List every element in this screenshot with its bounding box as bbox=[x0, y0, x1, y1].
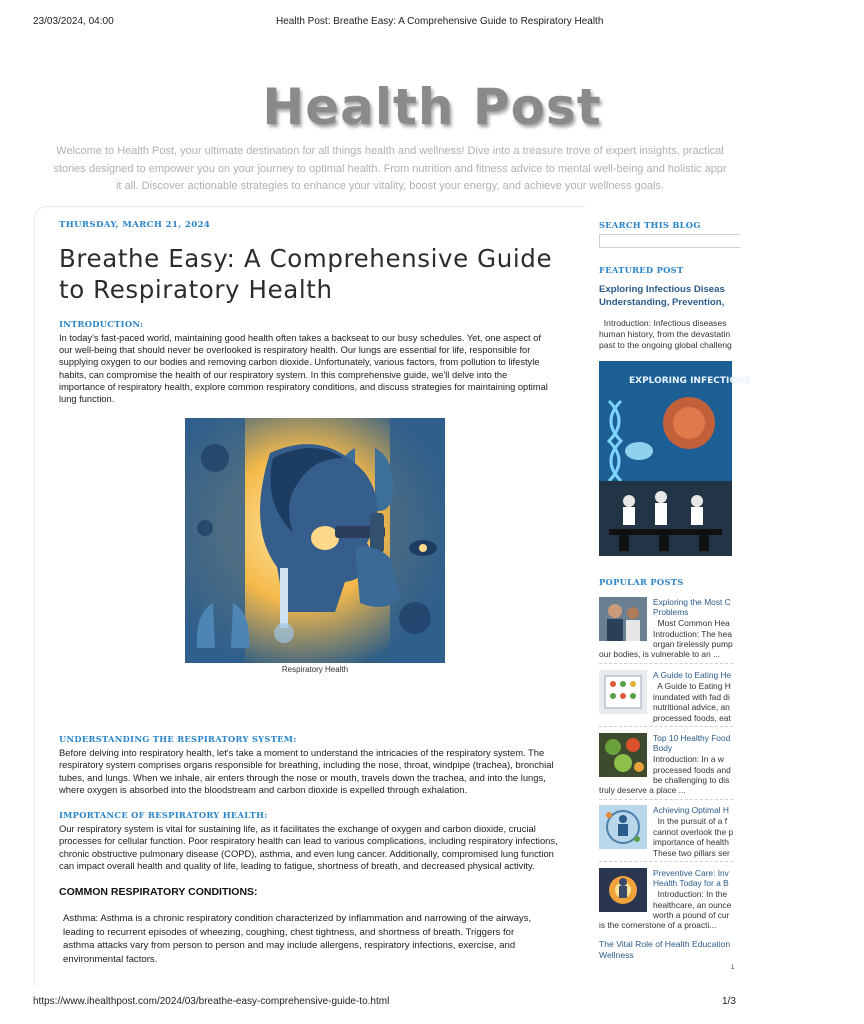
text-line: lung function. bbox=[59, 394, 115, 405]
text-line: Introduction: In a w bbox=[653, 754, 724, 764]
respiratory-illustration bbox=[185, 418, 445, 663]
text-line: Top 10 Healthy Food bbox=[653, 733, 731, 743]
popular-post-snippet-tail: our bodies, is vulnerable to an ... bbox=[599, 649, 721, 659]
page-mark: 1 bbox=[731, 965, 735, 971]
print-url[interactable]: https://www.ihealthpost.com/2024/03/breathe-easy-comprehensive-guide-to.html bbox=[33, 996, 390, 1007]
post-date: THURSDAY, MARCH 21, 2024 bbox=[59, 220, 211, 230]
text-line: chronic obstructive pulmonary disease (COPD), asthma, and even lung cancer. Additionally, compromised lung function bbox=[59, 847, 554, 859]
popular-post-snippet-tail: truly deserve a place ... bbox=[599, 785, 686, 795]
text-line: respiratory system comprises organs responsible for breathing, including the nose, throat, windpipe (trachea), bronchial bbox=[59, 759, 554, 771]
text-line: nutritional advice, an bbox=[653, 702, 730, 712]
respiratory-health-image[interactable] bbox=[185, 418, 445, 663]
print-header bbox=[0, 16, 768, 30]
text-line: worth a pound of cur bbox=[653, 910, 730, 920]
text-line: healthcare, an ounce bbox=[653, 899, 732, 910]
popular-post-title[interactable] bbox=[653, 805, 733, 815]
text-line: where oxygen is absorbed into the bloodstream and carbon dioxide is expelled through exhalation. bbox=[59, 783, 468, 795]
infectious-diseases-illustration bbox=[599, 361, 751, 556]
text-line: In the pursuit of a f bbox=[653, 816, 728, 826]
intro-heading: INTRODUCTION: bbox=[59, 319, 144, 329]
popular-post-title[interactable] bbox=[653, 597, 733, 617]
popular-post[interactable] bbox=[599, 805, 733, 875]
text-line: Before delving into respiratory health, let's take a moment to understand the intricacies of the respiratory system. The bbox=[59, 747, 545, 758]
text-line: can impact overall health and quality of life, leading to fatigue, shortness of breath, and decreased physical activity. bbox=[59, 859, 535, 871]
text-line: Exploring Infectious Diseas bbox=[599, 284, 725, 295]
post-title: Breathe Easy: A Comprehensive Guide to Respiratory Health bbox=[59, 244, 553, 304]
search-input[interactable] bbox=[599, 234, 740, 248]
popular-post-thumbnail bbox=[599, 805, 647, 849]
text-line: processed foods and bbox=[653, 764, 731, 775]
site-title[interactable]: Health Post bbox=[262, 78, 602, 136]
text-line: leading to recurrent episodes of wheezing, coughing, chest tightness, and shortness of breath. Triggers for bbox=[63, 926, 515, 938]
print-page-number: 1/3 bbox=[722, 996, 736, 1007]
text-line: Wellness bbox=[599, 949, 634, 960]
text-line: Asthma: Asthma is a chronic respiratory condition characterized by inflammation and narrowing of the airways, bbox=[63, 913, 532, 924]
text-line: importance of health bbox=[653, 837, 729, 847]
text-line: past to the ongoing global challeng bbox=[599, 340, 732, 350]
popular-post-thumbnail bbox=[599, 670, 647, 714]
text-line: habits, can compromise the health of our respiratory system. In this comprehensive guide, we'll delve into the bbox=[59, 369, 508, 380]
featured-image-text: EXPLORING INFECTIOUS bbox=[629, 376, 751, 386]
popular-post-title[interactable] bbox=[653, 868, 733, 888]
divider bbox=[599, 726, 733, 727]
text-line: Problems bbox=[653, 607, 689, 617]
text-line: A Guide to Eating He bbox=[653, 670, 732, 680]
popular-post[interactable] bbox=[599, 597, 733, 667]
understanding-heading: UNDERSTANDING THE RESPIRATORY SYSTEM: bbox=[59, 734, 297, 744]
popular-post-snippet bbox=[653, 754, 733, 786]
popular-post-snippet bbox=[653, 681, 733, 723]
text-line: Our respiratory system is vital for sustaining life, as it facilitates the exchange of oxygen and carbon dioxide, crucial bbox=[59, 823, 536, 834]
image-caption: Respiratory Health bbox=[281, 665, 349, 674]
popular-post[interactable] bbox=[599, 868, 733, 938]
text-line: Body bbox=[653, 743, 673, 753]
text-line: The Vital Role of Health Education bbox=[599, 939, 731, 949]
divider bbox=[599, 799, 733, 800]
text-line: Introduction: In the bbox=[653, 889, 728, 899]
text-line: Preventive Care: Inv bbox=[653, 868, 729, 878]
popular-post-title[interactable] bbox=[653, 733, 733, 753]
intro-paragraph bbox=[59, 332, 567, 405]
text-line: our well-being that should never be overlooked is respiratory health. Our lungs are essential for life, responsible for bbox=[59, 345, 531, 356]
print-timestamp: 23/03/2024, 04:00 bbox=[33, 16, 114, 27]
popular-post[interactable] bbox=[599, 733, 733, 803]
divider bbox=[599, 663, 733, 664]
popular-post-title[interactable] bbox=[599, 939, 733, 960]
print-page-title: Health Post: Breathe Easy: A Comprehensive Guide to Respiratory Health bbox=[276, 16, 604, 27]
conditions-heading: COMMON RESPIRATORY CONDITIONS: bbox=[59, 886, 258, 898]
site-description-line: Welcome to Health Post, your ultimate destination for all things health and wellness! Dive into a treasure trove of expert insights, practical bbox=[56, 145, 724, 157]
asthma-paragraph bbox=[63, 912, 573, 965]
text-line: asthma attacks vary from person to person and may include allergens, respiratory infections, exercise, and bbox=[63, 940, 516, 951]
text-line: cannot overlook the p bbox=[653, 826, 734, 837]
divider bbox=[599, 861, 733, 862]
featured-post-image[interactable] bbox=[599, 361, 751, 556]
text-line: processes for cellular function. Poor respiratory health can lead to various complications, including respiratory infections, bbox=[59, 835, 558, 847]
site-description-line: it all. Discover actionable strategies to enhance your vitality, boost your energy, and achieve your wellness goals. bbox=[115, 180, 665, 192]
featured-heading: FEATURED POST bbox=[599, 265, 684, 275]
text-line: importance of respiratory health, explore common respiratory conditions, and discuss strategies for maintaining optimal bbox=[59, 381, 548, 392]
text-line: organ tirelessly pump bbox=[653, 639, 733, 649]
text-line: Understanding, Prevention, bbox=[599, 297, 725, 308]
text-line: Most Common Hea bbox=[653, 618, 730, 628]
text-line: be challenging to dis bbox=[653, 775, 730, 785]
site-description bbox=[30, 143, 750, 196]
importance-heading: IMPORTANCE OF RESPIRATORY HEALTH: bbox=[59, 810, 268, 820]
text-line: inundated with fad di bbox=[653, 691, 730, 702]
text-line: human history, from the devastatin bbox=[599, 329, 731, 339]
popular-post-snippet bbox=[653, 816, 733, 858]
text-line: Exploring the Most C bbox=[653, 597, 731, 607]
text-line: In today's fast-paced world, maintaining good health often takes a backseat to our busy schedules. Yet, one aspect of bbox=[59, 333, 541, 343]
popular-post-title[interactable] bbox=[653, 670, 733, 680]
popular-post-thumbnail bbox=[599, 868, 647, 912]
text-line: Health Today for a B bbox=[653, 878, 729, 888]
understanding-paragraph bbox=[59, 747, 569, 796]
popular-post-thumbnail bbox=[599, 733, 647, 777]
popular-post-snippet bbox=[653, 618, 733, 650]
popular-post[interactable] bbox=[599, 670, 733, 740]
search-heading: SEARCH THIS BLOG bbox=[599, 220, 701, 230]
popular-post-thumbnail bbox=[599, 597, 647, 641]
text-line: supplying oxygen to our bodies and removing carbon dioxide. Unfortunately, various factors, from pollution to lifestyle bbox=[59, 357, 540, 368]
featured-post-title[interactable] bbox=[599, 283, 739, 309]
text-line: Introduction: Infectious diseases bbox=[599, 318, 727, 328]
popular-post-snippet-tail: is the cornerstone of a proacti... bbox=[599, 920, 717, 930]
text-line: processed foods, eat bbox=[653, 712, 731, 723]
importance-paragraph bbox=[59, 823, 569, 872]
featured-post-snippet bbox=[599, 318, 733, 351]
text-line: Introduction: The hea bbox=[653, 628, 732, 639]
popular-heading: POPULAR POSTS bbox=[599, 577, 684, 587]
text-line: Achieving Optimal H bbox=[653, 805, 729, 815]
text-line: tubes, and lungs. When we inhale, air enters through the nose or mouth, travels down the trachea, and into the lungs, bbox=[59, 771, 546, 783]
popular-post-snippet bbox=[653, 889, 733, 921]
site-description-line: stories designed to empower you on your journey to optimal health. From nutrition and fitness advice to mental well-being and holistic appr bbox=[53, 162, 727, 175]
text-line: These two pillars ser bbox=[653, 847, 730, 858]
text-line: environmental factors. bbox=[63, 953, 158, 965]
text-line: A Guide to Eating H bbox=[653, 681, 731, 691]
